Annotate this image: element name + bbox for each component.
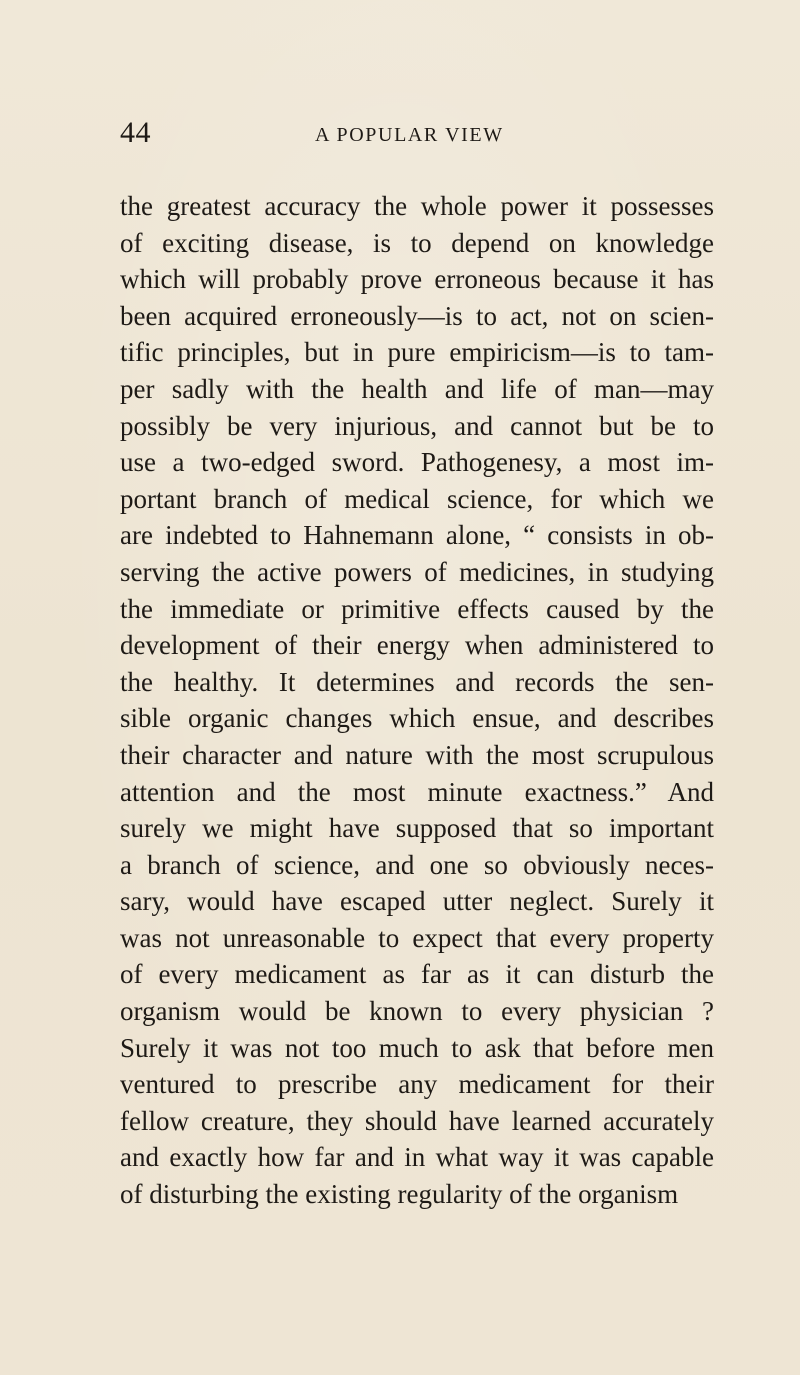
body-text [120, 188, 714, 1213]
running-title: A POPULAR VIEW [315, 124, 504, 146]
text-line: serving the active powers of medicines, in studying [120, 556, 714, 587]
text-line: the healthy. It determines and records the sen- [120, 666, 714, 697]
text-line: Surely it was not too much to ask that before men [120, 1032, 714, 1063]
text-line: per sadly with the health and life of man—may [120, 373, 714, 404]
text-line: tific principles, but in pure empiricism—is to tam- [120, 337, 714, 368]
text-line: sible organic changes which ensue, and describes [120, 703, 714, 734]
running-header [120, 118, 720, 158]
text-line: a branch of science, and one so obviously neces- [120, 849, 714, 880]
text-line: their character and nature with the most scrupulous [120, 739, 714, 770]
text-line: the greatest accuracy the whole power it possesses [120, 191, 714, 221]
text-line: sary, would have escaped utter neglect. Surely it [120, 886, 714, 917]
text-line: the immediate or primitive effects caused by the [120, 593, 714, 624]
text-line: ventured to prescribe any medicament for their [120, 1069, 714, 1100]
text-line: of every medicament as far as it can disturb the [120, 959, 714, 990]
text-line: which will probably prove erroneous because it has [120, 264, 714, 295]
text-line: been acquired erroneously—is to act, not on scien- [120, 300, 714, 331]
text-line: organism would be known to every physician ? [120, 996, 714, 1027]
text-line: development of their energy when administered to [120, 630, 714, 661]
text-line: possibly be very injurious, and cannot but be to [120, 410, 714, 441]
text-line: are indebted to Hahnemann alone, “ consists in ob- [120, 520, 714, 551]
text-line: fellow creature, they should have learned accurately [120, 1105, 714, 1136]
text-line: of exciting disease, is to depend on knowledge [120, 227, 714, 258]
text-line: use a two-edged sword. Pathogenesy, a most im- [120, 447, 714, 478]
text-line: was not unreasonable to expect that every property [120, 922, 714, 953]
page-number: 44 [120, 116, 151, 149]
text-line: and exactly how far and in what way it was capable [120, 1142, 714, 1173]
text-line: surely we might have supposed that so important [120, 813, 714, 844]
text-line: attention and the most minute exactness.” And [120, 776, 714, 807]
text-line: of disturbing the existing regularity of the organism [120, 1179, 679, 1210]
text-line: portant branch of medical science, for which we [120, 483, 714, 514]
